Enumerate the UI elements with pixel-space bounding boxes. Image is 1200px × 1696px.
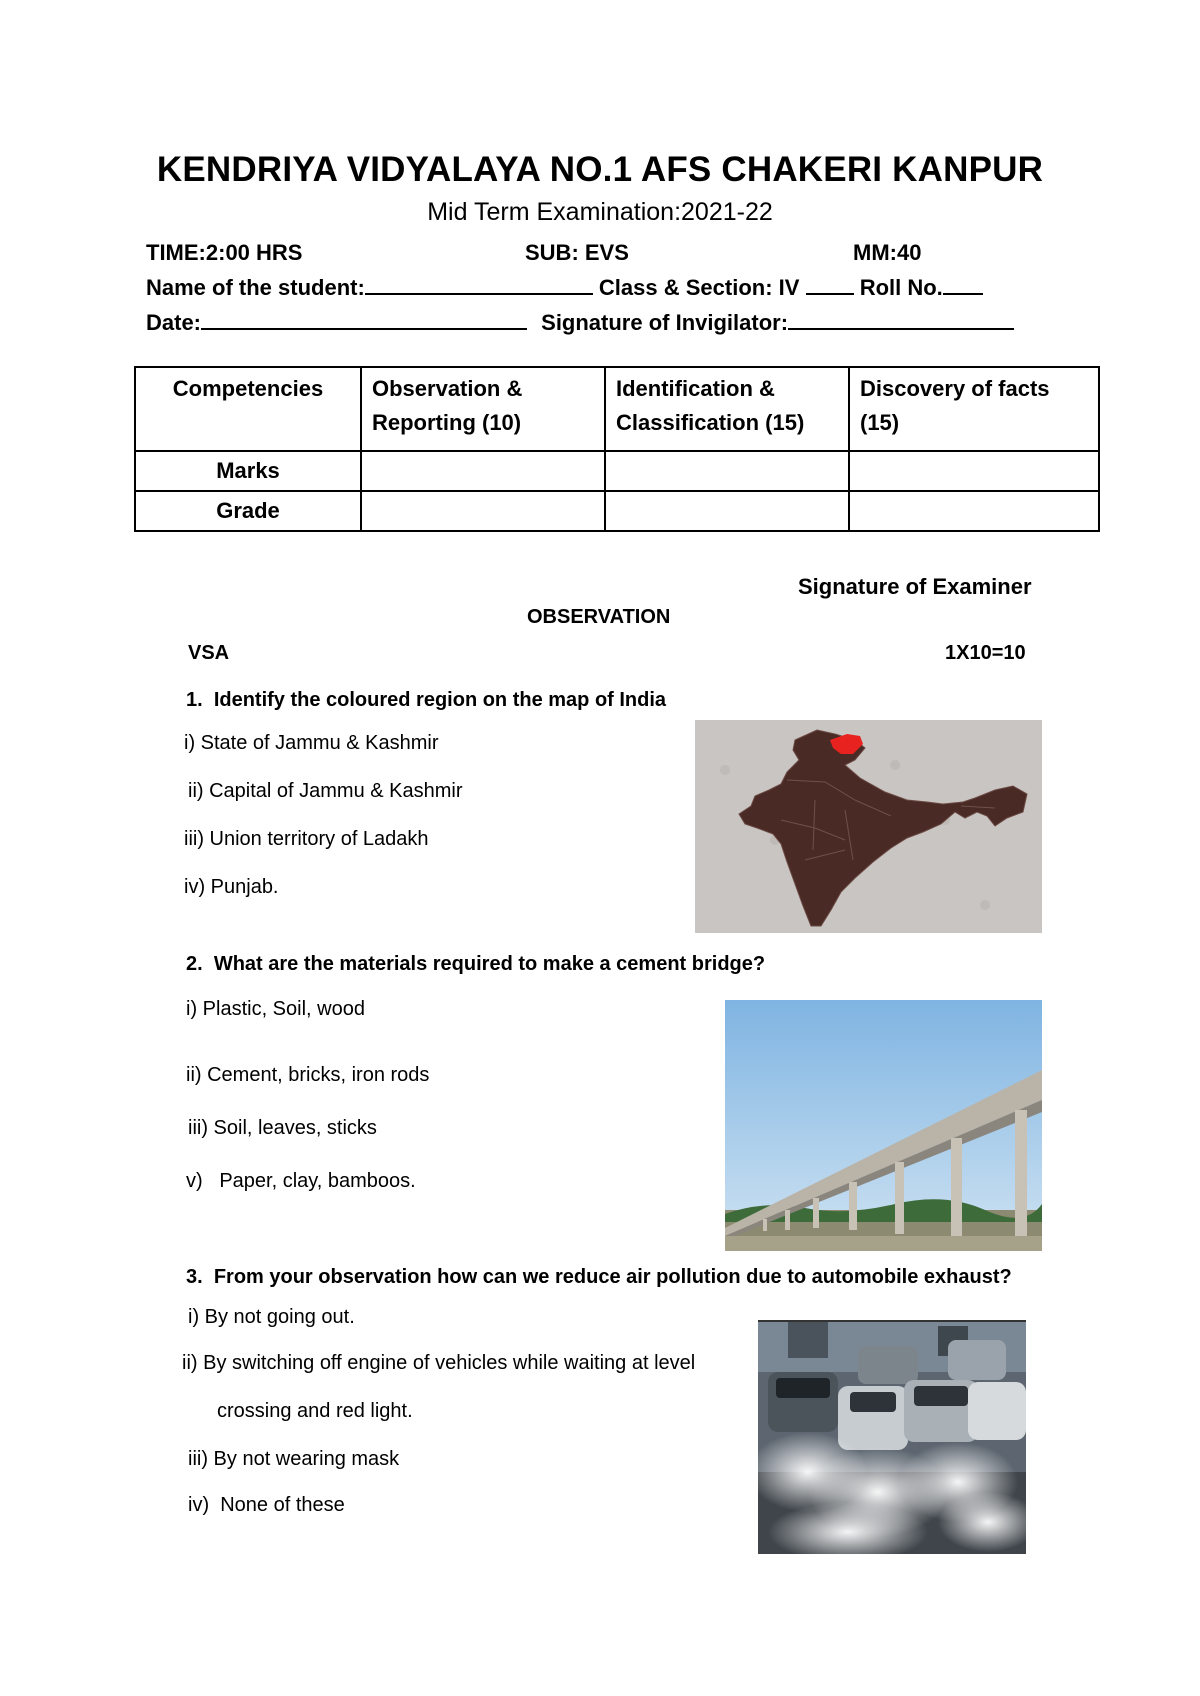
cement-bridge-image bbox=[725, 1000, 1042, 1251]
q1-option-4[interactable]: iv) Punjab. bbox=[184, 876, 279, 898]
grade-cell[interactable] bbox=[361, 491, 605, 531]
date-line bbox=[146, 310, 1014, 336]
q3-option-2[interactable]: ii) By switching off engine of vehicles while waiting at level bbox=[182, 1352, 696, 1374]
table-header-cell: Competencies bbox=[135, 367, 361, 451]
q3-option-3[interactable]: iii) By not wearing mask bbox=[188, 1448, 400, 1470]
roll-number-field[interactable] bbox=[943, 275, 983, 295]
table-header-row bbox=[135, 367, 1099, 451]
india-map-icon bbox=[695, 720, 1042, 933]
question-number: 2. bbox=[186, 953, 203, 975]
section-title: OBSERVATION bbox=[527, 606, 671, 628]
q3-option-2-continued: crossing and red light. bbox=[217, 1400, 413, 1422]
table-header-cell: Discovery of facts (15) bbox=[849, 367, 1099, 451]
car-exhaust-icon bbox=[758, 1322, 1026, 1554]
question-1 bbox=[186, 689, 666, 712]
competency-table bbox=[134, 366, 1100, 532]
question-text: From your observation how can we reduce air pollution due to automobile exhaust? bbox=[213, 1266, 1012, 1288]
class-section-label: Class & Section: IV bbox=[598, 275, 800, 300]
grade-cell[interactable] bbox=[605, 491, 849, 531]
question-number: 3. bbox=[186, 1266, 203, 1288]
q1-option-2[interactable]: ii) Capital of Jammu & Kashmir bbox=[188, 780, 463, 802]
question-3 bbox=[186, 1266, 1012, 1289]
exam-subject: SUB: EVS bbox=[525, 240, 629, 265]
date-label: Date: bbox=[146, 310, 202, 335]
marks-cell[interactable] bbox=[849, 451, 1099, 491]
max-marks: MM:40 bbox=[853, 240, 922, 265]
q1-option-1[interactable]: i) State of Jammu & Kashmir bbox=[184, 732, 439, 754]
invigilator-label: Signature of Invigilator: bbox=[541, 310, 789, 335]
section-marks: 1X10=10 bbox=[945, 642, 1026, 664]
question-number: 1. bbox=[186, 689, 203, 711]
q2-option-1[interactable]: i) Plastic, Soil, wood bbox=[186, 998, 365, 1020]
grade-cell[interactable] bbox=[849, 491, 1099, 531]
student-info-line bbox=[146, 275, 983, 301]
student-name-field[interactable] bbox=[365, 275, 593, 295]
question-text: What are the materials required to make a cement bridge? bbox=[213, 953, 766, 975]
row-label-marks: Marks bbox=[135, 451, 361, 491]
table-header-cell: Observation & Reporting (10) bbox=[361, 367, 605, 451]
exam-time: TIME:2:00 HRS bbox=[146, 240, 303, 265]
row-label-grade: Grade bbox=[135, 491, 361, 531]
marks-cell[interactable] bbox=[605, 451, 849, 491]
q3-option-4[interactable]: iv) None of these bbox=[188, 1494, 345, 1516]
question-text: Identify the coloured region on the map of India bbox=[213, 689, 667, 711]
table-row bbox=[135, 491, 1099, 531]
student-name-label: Name of the student: bbox=[146, 275, 365, 300]
school-name: KENDRIYA VIDYALAYA NO.1 AFS CHAKERI KANPUR bbox=[156, 150, 1044, 189]
date-field[interactable] bbox=[201, 310, 527, 330]
section-type: VSA bbox=[188, 642, 230, 664]
q1-option-3[interactable]: iii) Union territory of Ladakh bbox=[184, 828, 429, 850]
bridge-icon bbox=[725, 1000, 1042, 1251]
q2-option-3[interactable]: iii) Soil, leaves, sticks bbox=[188, 1117, 377, 1139]
q2-option-2[interactable]: ii) Cement, bricks, iron rods bbox=[186, 1064, 430, 1086]
table-header-cell: Identification & Classification (15) bbox=[605, 367, 849, 451]
q3-option-1[interactable]: i) By not going out. bbox=[188, 1306, 355, 1328]
roll-number-label: Roll No. bbox=[859, 275, 943, 300]
invigilator-signature-field[interactable] bbox=[788, 310, 1014, 330]
exam-title: Mid Term Examination:2021-22 bbox=[427, 198, 773, 226]
section-field[interactable] bbox=[806, 275, 854, 295]
question-2 bbox=[186, 953, 765, 976]
q2-option-4[interactable]: v) Paper, clay, bamboos. bbox=[186, 1170, 416, 1192]
car-exhaust-image bbox=[758, 1320, 1026, 1556]
table-row bbox=[135, 451, 1099, 491]
marks-cell[interactable] bbox=[361, 451, 605, 491]
examiner-signature: Signature of Examiner bbox=[798, 574, 1032, 599]
india-map-image bbox=[695, 720, 1042, 933]
